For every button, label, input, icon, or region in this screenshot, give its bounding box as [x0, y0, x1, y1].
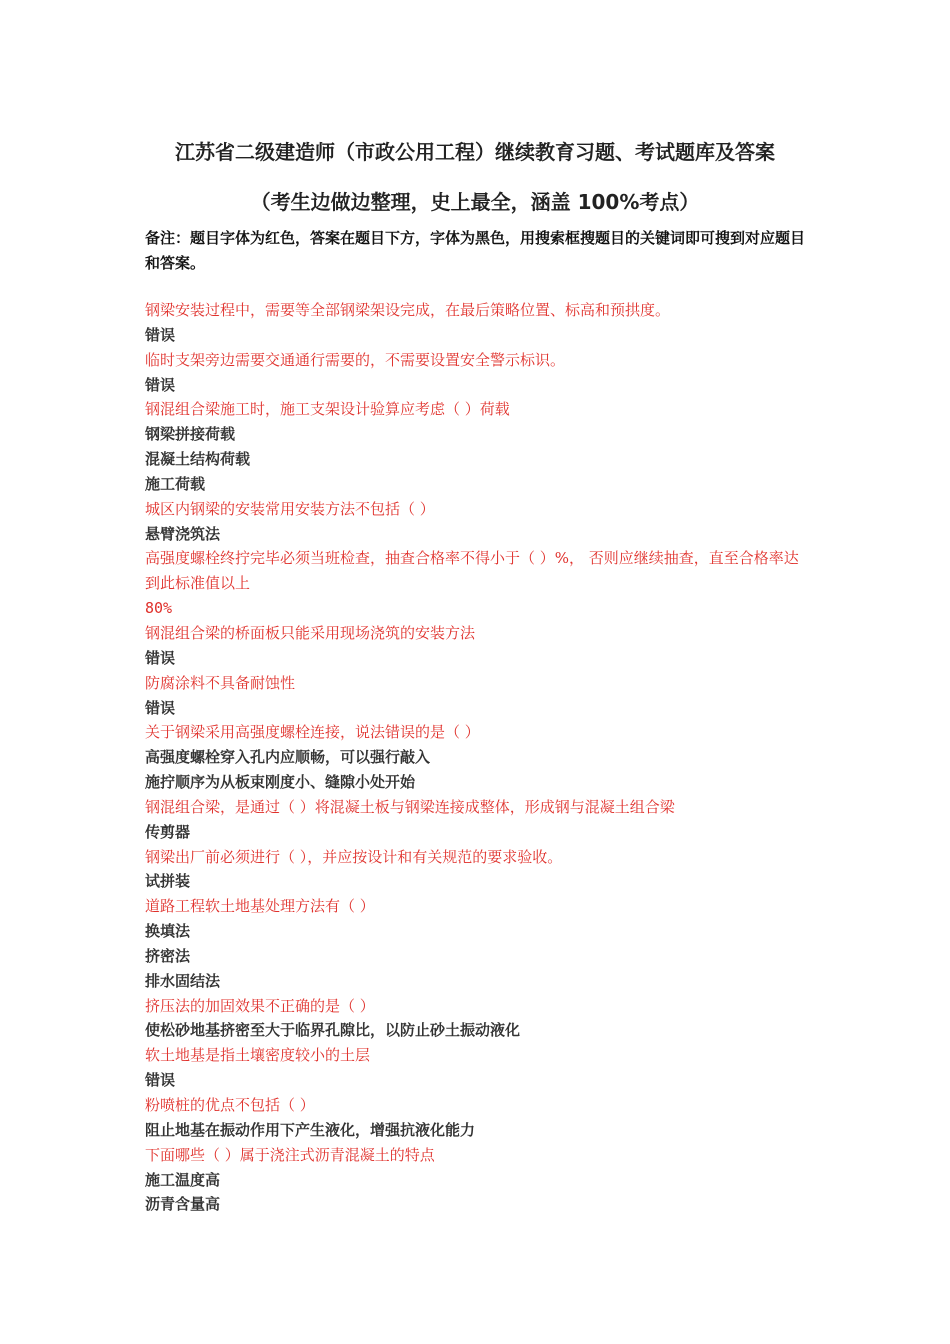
question-line: 临时支架旁边需要交通通行需要的，不需要设置安全警示标识。: [145, 350, 566, 369]
question-line: 挤压法的加固效果不正确的是（ ）: [145, 996, 375, 1015]
answer-line: 施拧顺序为从板束刚度小、缝隙小处开始: [145, 773, 416, 792]
question-line: 高强度螺栓终拧完毕必须当班检查，抽查合格率不得小于（ ）%， 否则应继续抽查，直至合格率达到此标准值以上: [145, 549, 799, 593]
question-line: 防腐涂料不具备耐蚀性: [145, 673, 296, 692]
answer-line: 挤密法: [145, 946, 191, 965]
answer-line: 错误: [145, 698, 176, 717]
answer-line: 排水固结法: [145, 971, 221, 990]
question-line: 钢混组合梁施工时，施工支架设计验算应考虑（ ）荷载: [145, 400, 510, 419]
answer-line: 施工荷载: [145, 474, 206, 493]
answer-line: 高强度螺栓穿入孔内应顺畅，可以强行敲入: [145, 748, 431, 767]
question-line: 道路工程软土地基处理方法有（ ）: [145, 897, 375, 916]
answer-line: 悬臂浇筑法: [145, 524, 221, 543]
question-line: 关于钢梁采用高强度螺栓连接，说法错误的是（ ）: [145, 723, 480, 742]
answer-line: 试拼装: [145, 872, 191, 891]
question-line: 软土地基是指土壤密度较小的土层: [145, 1046, 371, 1065]
answer-line: 传剪器: [145, 822, 191, 841]
answer-line: 阻止地基在振动作用下产生液化，增强抗液化能力: [145, 1120, 476, 1139]
answer-line: 混凝土结构荷载: [145, 450, 251, 469]
answer-line: 错误: [145, 325, 176, 344]
question-line: 钢梁出厂前必须进行（ ），并应按设计和有关规范的要求验收。: [145, 847, 563, 866]
question-line: 钢混组合梁的桥面板只能采用现场浇筑的安装方法: [145, 623, 476, 642]
answer-line: 错误: [145, 648, 176, 667]
question-line: 粉喷桩的优点不包括（ ）: [145, 1096, 315, 1114]
answer-line: 施工温度高: [145, 1170, 221, 1189]
document-subtitle: （考生边做边整理，史上最全，涵盖 100%考点）: [250, 190, 700, 214]
document-note: 备注：题目字体为红色，答案在题目下方，字体为黑色，用搜索框搜题目的关键词即可搜到对应题目和答案。: [145, 229, 806, 272]
question-line: 城区内钢梁的安装常用安装方法不包括（ ）: [145, 499, 435, 518]
answer-line: 换填法: [145, 922, 191, 941]
document-title: 江苏省二级建造师（市政公用工程）继续教育习题、考试题库及答案: [175, 140, 775, 164]
question-line: 钢混组合梁，是通过（ ）将混凝土板与钢梁连接成整体，形成钢与混凝土组合梁: [145, 797, 675, 816]
answer-line: 沥青含量高: [145, 1195, 221, 1214]
answer-line: 钢梁拼接荷载: [145, 425, 236, 444]
answer-line: 错误: [145, 1071, 176, 1090]
answer-line: 错误: [145, 375, 176, 394]
question-line: 下面哪些（ ）属于浇注式沥青混凝土的特点: [145, 1145, 435, 1164]
question-line: 钢梁安装过程中，需要等全部钢梁架设完成，在最后策略位置、标高和预拱度。: [145, 301, 671, 319]
answer-line: 使松砂地基挤密至大于临界孔隙比，以防止砂土振动液化: [145, 1021, 521, 1040]
qa-list: [145, 298, 810, 1217]
answer-line: 80%: [145, 599, 173, 618]
